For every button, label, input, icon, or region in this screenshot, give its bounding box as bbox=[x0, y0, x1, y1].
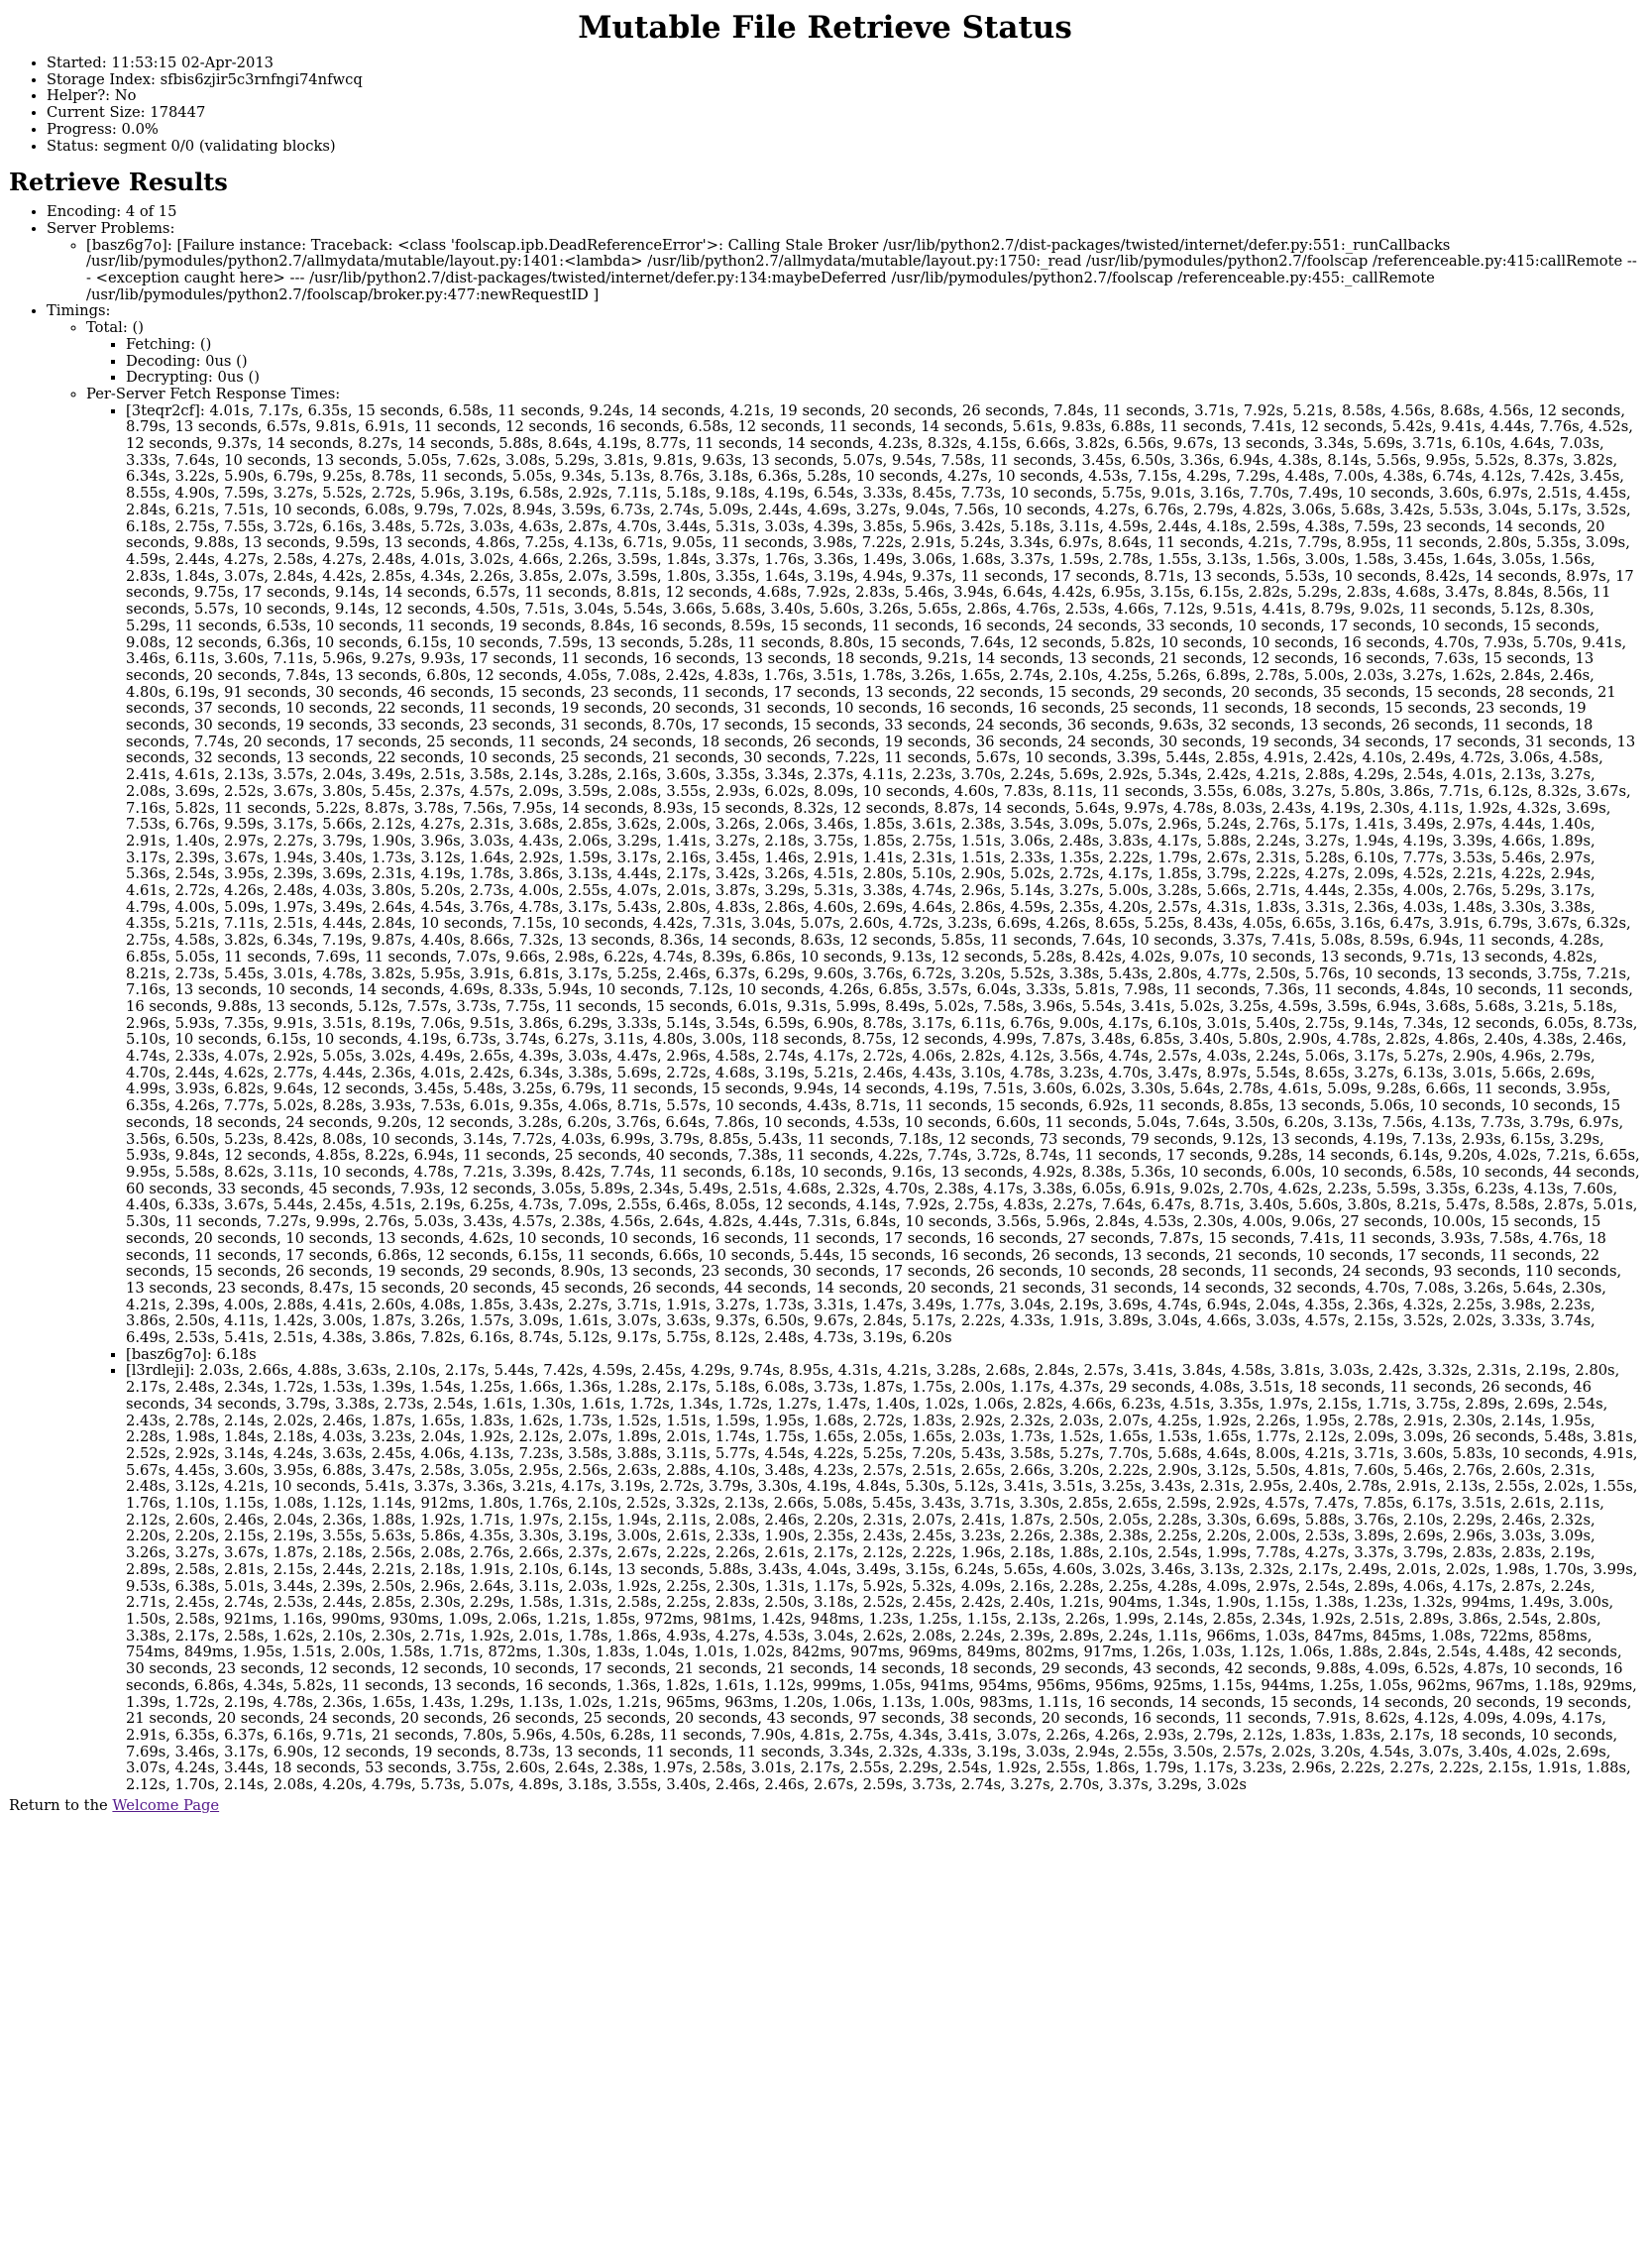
footer bbox=[9, 1798, 1641, 1815]
server-problems-list bbox=[47, 238, 1641, 304]
timings-list bbox=[47, 320, 1641, 1794]
page-title: Mutable File Retrieve Status bbox=[578, 10, 1072, 46]
helper-item: • Helper?: No bbox=[47, 88, 1641, 105]
welcome-page-link[interactable]: Welcome Page bbox=[112, 1796, 220, 1814]
status-item: • Status: segment 0/0 (validating blocks) bbox=[47, 139, 1641, 156]
footer-prefix: Return to the bbox=[9, 1796, 113, 1814]
per-server-item bbox=[86, 387, 1641, 1794]
retrieve-results-heading: Retrieve Results bbox=[9, 168, 228, 197]
total-item bbox=[86, 320, 1641, 387]
storage-index-item: • Storage Index: sfbis6zjir5c3rnfngi74nfwcq bbox=[47, 72, 1641, 89]
decrypting-item: ▪ Decrypting: 0us () bbox=[126, 370, 1641, 387]
server-times-3teqr2cf: ▪ [3teqr2cf]: 4.01s, 7.17s, 6.35s, 15 seconds, 6.58s, 11 seconds, 9.24s, 14 seconds, 4.21s, 19 seconds, 20 seconds, 26 seconds, 7.84s, 11 seconds, 3.71s, 7.92s, 5.21s, 8.58s, 4.56s, 8.68s, 4.56s, 12 seconds, 8.79s, 13 seconds, 6.57s, 9.81s, 6.91s, 11 seconds, 12 seconds, 16 seconds, 6.58s, 12 seconds, 11 seconds, 14 seconds, 5.61s, 9.83s, 6.88s, 11 seconds, 7.41s, 12 seconds, 5.42s, 9.41s, 4.44s, 7.76s, 4.52s, 12 seconds, 9.37s, 14 seconds, 8.27s, 14 seconds, 5.88s, 8.64s, 4.19s, 8.77s, 11 seconds, 14 seconds, 4.23s, 8.32s, 4.15s, 6.66s, 3.82s, 6.56s, 9.67s, 13 seconds, 3.34s, 5.69s, 3.71s, 6.10s, 4.64s, 7.03s, 3.33s, 7.64s, 10 seconds, 13 seconds, 5.05s, 7.62s, 3.08s, 5.29s, 3.81s, 9.81s, 9.63s, 13 seconds, 5.07s, 9.54s, 7.58s, 11 seconds, 3.45s, 6.50s, 3.36s, 6.94s, 4.38s, 8.14s, 5.56s, 9.95s, 5.52s, 8.37s, 3.82s, 6.34s, 3.22s, 5.90s, 6.79s, 9.25s, 8.78s, 11 seconds, 5.05s, 9.34s, 5.13s, 8.76s, 3.18s, 6.36s, 5.28s, 10 seconds, 4.27s, 10 seconds, 4.53s, 7.15s, 4.29s, 7.29s, 4.48s, 7.00s, 4.38s, 6.74s, 4.12s, 7.42s, 3.45s, 8.55s, 4.90s, 7.59s, 3.27s, 5.52s, 2.72s, 5.96s, 3.19s, 6.58s, 2.92s, 7.11s, 5.18s, 9.18s, 4.19s, 6.54s, 3.33s, 8.45s, 7.73s, 10 seconds, 5.75s, 9.01s, 3.16s, 7.70s, 7.49s, 10 seconds, 3.60s, 6.97s, 2.51s, 4.45s, 2.84s, 6.21s, 7.51s, 10 seconds, 6.08s, 9.79s, 7.02s, 8.94s, 3.59s, 6.73s, 2.74s, 5.09s, 2.44s, 4.69s, 3.27s, 9.04s, 7.56s, 10 seconds, 4.27s, 6.76s, 2.79s, 4.82s, 3.06s, 5.68s, 3.42s, 5.53s, 3.04s, 5.17s, 3.52s, 6.18s, 2.75s, 7.55s, 3.72s, 6.16s, 3.48s, 5.72s, 3.03s, 4.63s, 2.87s, 4.70s, 3.44s, 5.31s, 3.03s, 4.39s, 3.85s, 5.96s, 3.42s, 5.18s, 3.11s, 4.59s, 2.44s, 4.18s, 2.59s, 4.38s, 7.59s, 23 seconds, 14 seconds, 20 seconds, 9.88s, 13 seconds, 9.59s, 13 seconds, 4.86s, 7.25s, 4.13s, 6.71s, 9.05s, 11 seconds, 3.98s, 7.22s, 2.91s, 5.24s, 3.34s, 6.97s, 8.64s, 11 seconds, 4.21s, 7.79s, 8.95s, 11 seconds, 2.80s, 5.35s, 3.09s, 4.59s, 2.44s, 4.27s, 2.58s, 4.27s, 2.48s, 4.01s, 3.02s, 4.66s, 2.26s, 3.59s, 1.84s, 3.37s, 1.76s, 3.36s, 1.49s, 3.06s, 1.68s, 3.37s, 1.59s, 2.78s, 1.55s, 3.13s, 1.56s, 3.00s, 1.58s, 3.45s, 1.64s, 3.05s, 1.56s, 2.83s, 1.84s, 3.07s, 2.84s, 4.42s, 2.85s, 4.34s, 2.26s, 3.85s, 2.07s, 3.59s, 1.80s, 3.35s, 1.64s, 3.19s, 4.94s, 9.37s, 11 seconds, 17 seconds, 8.71s, 13 seconds, 5.53s, 10 seconds, 8.42s, 14 seconds, 8.97s, 17 seconds, 9.75s, 17 seconds, 9.14s, 14 seconds, 6.57s, 11 seconds, 8.81s, 12 seconds, 4.68s, 7.92s, 2.83s, 5.46s, 3.94s, 6.64s, 4.42s, 6.95s, 3.15s, 6.15s, 2.82s, 5.29s, 2.83s, 4.68s, 3.47s, 8.84s, 8.56s, 11 seconds, 5.57s, 10 seconds, 9.14s, 12 seconds, 4.50s, 7.51s, 3.04s, 5.54s, 3.66s, 5.68s, 3.40s, 5.60s, 3.26s, 5.65s, 2.86s, 4.76s, 2.53s, 4.66s, 7.12s, 9.51s, 4.41s, 8.79s, 9.02s, 11 seconds, 5.12s, 8.30s, 5.29s, 11 seconds, 6.53s, 10 seconds, 11 seconds, 19 seconds, 8.84s, 16 seconds, 8.59s, 15 seconds, 11 seconds, 16 seconds, 24 seconds, 33 seconds, 10 seconds, 17 seconds, 10 seconds, 15 seconds, 9.08s, 12 seconds, 6.36s, 10 seconds, 6.15s, 10 seconds, 7.59s, 13 seconds, 5.28s, 11 seconds, 8.80s, 15 seconds, 7.64s, 12 seconds, 5.82s, 10 seconds, 10 seconds, 16 seconds, 4.70s, 7.93s, 5.70s, 9.41s, 3.46s, 6.11s, 3.60s, 7.11s, 5.96s, 9.27s, 9.93s, 17 seconds, 11 seconds, 16 seconds, 13 seconds, 18 seconds, 9.21s, 14 seconds, 13 seconds, 21 seconds, 12 seconds, 16 seconds, 7.63s, 15 seconds, 13 seconds, 20 seconds, 7.84s, 13 seconds, 6.80s, 12 seconds, 4.05s, 7.08s, 2.42s, 4.83s, 1.76s, 3.51s, 1.78s, 3.26s, 1.65s, 2.74s, 2.10s, 4.25s, 5.26s, 6.89s, 2.78s, 5.00s, 2.03s, 3.27s, 1.62s, 2.84s, 2.46s, 4.80s, 6.19s, 91 seconds, 30 seconds, 46 seconds, 15 seconds, 23 seconds, 11 seconds, 17 seconds, 13 seconds, 22 seconds, 15 seconds, 29 seconds, 20 seconds, 35 seconds, 15 seconds, 28 seconds, 21 seconds, 37 seconds, 10 seconds, 22 seconds, 11 seconds, 19 seconds, 20 seconds, 31 seconds, 10 seconds, 16 seconds, 16 seconds, 25 seconds, 11 seconds, 18 seconds, 15 seconds, 23 seconds, 19 seconds, 30 seconds, 19 seconds, 33 seconds, 23 seconds, 31 seconds, 8.70s, 17 seconds, 15 seconds, 33 seconds, 24 seconds, 36 seconds, 9.63s, 32 seconds, 13 seconds, 26 seconds, 11 seconds, 18 seconds, 7.74s, 20 seconds, 17 seconds, 25 seconds, 11 seconds, 24 seconds, 18 seconds, 26 seconds, 19 seconds, 36 seconds, 24 seconds, 30 seconds, 19 seconds, 34 seconds, 17 seconds, 31 seconds, 13 seconds, 32 seconds, 13 seconds, 22 seconds, 10 seconds, 25 seconds, 21 seconds, 30 seconds, 7.22s, 11 seconds, 5.67s, 10 seconds, 3.39s, 5.44s, 2.85s, 4.91s, 2.42s, 4.10s, 2.49s, 4.72s, 3.06s, 4.58s, 2.41s, 4.61s, 2.13s, 3.57s, 2.04s, 3.49s, 2.51s, 3.58s, 2.14s, 3.28s, 2.16s, 3.60s, 3.35s, 3.34s, 2.37s, 4.11s, 2.23s, 3.70s, 2.24s, 5.69s, 2.92s, 5.34s, 2.42s, 4.21s, 2.88s, 4.29s, 2.54s, 4.01s, 2.13s, 3.27s, 2.08s, 3.69s, 2.52s, 3.67s, 3.80s, 5.45s, 2.37s, 4.57s, 2.09s, 3.59s, 2.08s, 3.55s, 2.93s, 6.02s, 8.09s, 10 seconds, 4.60s, 7.83s, 8.11s, 11 seconds, 3.55s, 6.08s, 3.27s, 5.80s, 3.86s, 7.71s, 6.12s, 8.32s, 3.67s, 7.16s, 5.82s, 11 seconds, 5.22s, 8.87s, 3.78s, 7.56s, 7.95s, 14 seconds, 8.93s, 15 seconds, 8.32s, 12 seconds, 8.87s, 14 seconds, 5.64s, 9.97s, 4.78s, 8.03s, 2.43s, 4.19s, 2.30s, 4.11s, 1.92s, 4.32s, 3.69s, 7.53s, 6.76s, 9.59s, 3.17s, 5.66s, 2.12s, 4.27s, 2.31s, 3.68s, 2.85s, 3.62s, 2.00s, 3.26s, 2.06s, 3.46s, 1.85s, 3.61s, 2.38s, 3.54s, 3.09s, 5.07s, 2.96s, 5.24s, 2.76s, 5.17s, 1.41s, 3.49s, 2.97s, 4.44s, 1.40s, 2.91s, 1.40s, 2.97s, 2.27s, 3.79s, 1.90s, 3.96s, 3.03s, 4.43s, 2.06s, 3.29s, 1.41s, 3.27s, 2.18s, 3.75s, 1.85s, 2.75s, 1.51s, 3.06s, 2.48s, 3.83s, 4.17s, 5.88s, 2.24s, 3.27s, 1.94s, 4.19s, 3.39s, 4.66s, 1.89s, 3.17s, 2.39s, 3.67s, 1.94s, 3.40s, 1.73s, 3.12s, 1.64s, 2.92s, 1.59s, 3.17s, 2.16s, 3.45s, 1.46s, 2.91s, 1.41s, 2.31s, 1.51s, 2.33s, 1.35s, 2.22s, 1.79s, 2.67s, 2.31s, 5.28s, 6.10s, 7.77s, 3.53s, 5.46s, 2.97s, 5.36s, 2.54s, 3.95s, 2.39s, 3.69s, 2.31s, 4.19s, 1.78s, 3.86s, 3.13s, 4.44s, 2.17s, 3.42s, 3.26s, 4.51s, 2.80s, 5.10s, 2.90s, 5.02s, 2.72s, 4.17s, 1.85s, 3.79s, 2.22s, 4.27s, 2.09s, 4.52s, 2.21s, 4.22s, 2.94s, 4.61s, 2.72s, 4.26s, 2.48s, 4.03s, 3.80s, 5.20s, 2.73s, 4.00s, 2.55s, 4.07s, 2.01s, 3.87s, 3.29s, 5.31s, 3.38s, 4.74s, 2.96s, 5.14s, 3.27s, 5.00s, 3.28s, 5.66s, 2.71s, 4.44s, 2.35s, 4.00s, 2.76s, 5.29s, 3.17s, 4.79s, 4.00s, 5.09s, 1.97s, 3.49s, 2.64s, 4.54s, 3.76s, 4.78s, 3.17s, 5.43s, 2.80s, 4.83s, 2.86s, 4.60s, 2.69s, 4.64s, 2.86s, 4.59s, 2.35s, 4.20s, 2.57s, 4.31s, 1.83s, 3.31s, 2.36s, 4.03s, 1.48s, 3.30s, 3.38s, 4.35s, 5.21s, 7.11s, 2.51s, 4.44s, 2.84s, 10 seconds, 7.15s, 10 seconds, 4.42s, 7.31s, 3.04s, 5.07s, 2.60s, 4.72s, 3.23s, 6.69s, 4.26s, 8.65s, 5.25s, 8.43s, 4.05s, 6.65s, 3.16s, 6.47s, 3.91s, 6.79s, 3.67s, 6.32s, 2.75s, 4.58s, 3.82s, 6.34s, 7.19s, 9.87s, 4.40s, 8.66s, 7.32s, 13 seconds, 8.36s, 14 seconds, 8.63s, 12 seconds, 5.85s, 11 seconds, 7.64s, 10 seconds, 3.37s, 7.41s, 5.08s, 8.59s, 6.94s, 11 seconds, 4.28s, 6.85s, 5.05s, 11 seconds, 7.69s, 11 seconds, 7.07s, 9.66s, 2.98s, 6.22s, 4.74s, 8.39s, 6.86s, 10 seconds, 9.13s, 12 seconds, 5.28s, 8.42s, 4.02s, 9.07s, 10 seconds, 13 seconds, 9.71s, 13 seconds, 4.82s, 8.21s, 2.73s, 5.45s, 3.01s, 4.78s, 3.82s, 5.95s, 3.91s, 6.81s, 3.17s, 5.25s, 2.46s, 6.37s, 6.29s, 9.60s, 3.76s, 6.72s, 3.20s, 5.52s, 3.38s, 5.43s, 2.80s, 4.77s, 2.50s, 5.76s, 10 seconds, 13 seconds, 3.75s, 7.21s, 7.16s, 13 seconds, 10 seconds, 14 seconds, 4.69s, 8.33s, 5.94s, 10 seconds, 7.12s, 10 seconds, 4.26s, 6.85s, 3.57s, 6.04s, 3.33s, 5.81s, 7.98s, 11 seconds, 7.36s, 11 seconds, 4.84s, 10 seconds, 11 seconds, 16 seconds, 9.88s, 13 seconds, 5.12s, 7.57s, 3.73s, 7.75s, 11 seconds, 15 seconds, 6.01s, 9.31s, 5.99s, 8.49s, 5.02s, 7.58s, 3.96s, 5.54s, 3.41s, 5.02s, 3.25s, 4.59s, 3.59s, 6.94s, 3.68s, 5.68s, 3.21s, 5.18s, 2.96s, 5.93s, 7.35s, 9.91s, 3.51s, 8.19s, 7.06s, 9.51s, 3.86s, 6.29s, 3.33s, 5.14s, 3.54s, 6.59s, 6.90s, 8.78s, 3.17s, 6.11s, 6.76s, 9.00s, 4.17s, 6.10s, 3.01s, 5.40s, 2.75s, 9.14s, 7.34s, 12 seconds, 6.05s, 8.73s, 5.10s, 10 seconds, 6.15s, 10 seconds, 4.19s, 6.73s, 3.74s, 6.27s, 3.11s, 4.80s, 3.00s, 118 seconds, 8.75s, 12 seconds, 4.99s, 7.87s, 3.48s, 6.85s, 3.40s, 5.80s, 2.90s, 4.78s, 2.82s, 4.86s, 2.40s, 4.38s, 2.46s, 4.74s, 2.33s, 4.07s, 2.92s, 5.05s, 3.02s, 4.49s, 2.65s, 4.39s, 3.03s, 4.47s, 2.96s, 4.58s, 2.74s, 4.17s, 2.72s, 4.06s, 2.82s, 4.12s, 3.56s, 4.74s, 2.57s, 4.03s, 2.24s, 5.06s, 3.17s, 5.27s, 2.90s, 4.96s, 2.79s, 4.70s, 2.44s, 4.62s, 2.77s, 4.44s, 2.36s, 4.01s, 2.42s, 6.34s, 3.38s, 5.69s, 2.72s, 4.68s, 3.19s, 5.21s, 2.46s, 4.43s, 3.10s, 4.78s, 3.23s, 4.70s, 3.47s, 8.97s, 5.54s, 8.65s, 3.27s, 6.13s, 3.01s, 5.66s, 2.69s, 4.99s, 3.93s, 6.82s, 9.64s, 12 seconds, 3.45s, 5.48s, 3.25s, 6.79s, 11 seconds, 15 seconds, 9.94s, 14 seconds, 4.19s, 7.51s, 3.60s, 6.02s, 3.30s, 5.64s, 2.78s, 4.61s, 5.09s, 9.28s, 6.66s, 11 seconds, 3.95s, 6.35s, 4.26s, 7.77s, 5.02s, 8.28s, 3.93s, 7.53s, 6.01s, 9.35s, 4.06s, 8.71s, 5.57s, 10 seconds, 4.43s, 8.71s, 11 seconds, 15 seconds, 6.92s, 11 seconds, 8.85s, 13 seconds, 5.06s, 10 seconds, 10 seconds, 15 seconds, 18 seconds, 24 seconds, 9.20s, 12 seconds, 3.28s, 6.20s, 3.76s, 6.64s, 7.86s, 10 seconds, 4.53s, 10 seconds, 6.60s, 11 seconds, 5.04s, 7.64s, 3.50s, 6.20s, 3.13s, 7.56s, 4.13s, 7.73s, 3.79s, 6.97s, 3.56s, 6.50s, 5.23s, 8.42s, 8.08s, 10 seconds, 3.14s, 7.72s, 4.03s, 6.99s, 3.79s, 8.85s, 5.43s, 11 seconds, 7.18s, 12 seconds, 73 seconds, 79 seconds, 9.12s, 13 seconds, 4.19s, 7.13s, 2.93s, 6.15s, 3.29s, 5.93s, 9.84s, 12 seconds, 4.85s, 8.22s, 6.94s, 11 seconds, 25 seconds, 40 seconds, 7.38s, 11 seconds, 4.22s, 7.74s, 3.72s, 8.74s, 11 seconds, 17 seconds, 9.28s, 14 seconds, 6.14s, 9.20s, 4.02s, 7.21s, 6.65s, 9.95s, 5.58s, 8.62s, 3.11s, 10 seconds, 4.78s, 7.21s, 3.39s, 8.42s, 7.74s, 11 seconds, 6.18s, 10 seconds, 9.16s, 13 seconds, 4.92s, 8.38s, 5.36s, 10 seconds, 6.00s, 10 seconds, 6.58s, 10 seconds, 44 seconds, 60 seconds, 33 seconds, 45 seconds, 7.93s, 12 seconds, 3.05s, 5.89s, 2.34s, 5.49s, 2.51s, 4.68s, 2.32s, 4.70s, 2.38s, 4.17s, 3.38s, 6.05s, 6.91s, 9.02s, 2.70s, 4.62s, 2.23s, 5.59s, 3.35s, 6.23s, 4.13s, 7.60s, 4.40s, 6.33s, 3.67s, 5.44s, 2.45s, 4.51s, 2.19s, 6.25s, 4.73s, 7.09s, 2.55s, 6.46s, 8.05s, 12 seconds, 4.14s, 7.92s, 2.75s, 4.83s, 2.27s, 7.64s, 6.47s, 8.71s, 3.40s, 5.60s, 3.80s, 8.21s, 5.47s, 8.58s, 2.87s, 5.01s, 5.30s, 11 seconds, 7.27s, 9.99s, 2.76s, 5.03s, 3.43s, 4.57s, 2.38s, 4.56s, 2.64s, 4.82s, 4.44s, 7.31s, 6.84s, 10 seconds, 3.56s, 5.96s, 2.84s, 4.53s, 2.30s, 4.00s, 9.06s, 27 seconds, 10.00s, 15 seconds, 15 seconds, 20 seconds, 10 seconds, 13 seconds, 4.62s, 10 seconds, 10 seconds, 16 seconds, 11 seconds, 17 seconds, 16 seconds, 27 seconds, 7.87s, 15 seconds, 7.41s, 11 seconds, 3.93s, 7.58s, 4.76s, 18 seconds, 11 seconds, 17 seconds, 6.86s, 12 seconds, 6.15s, 11 seconds, 6.66s, 10 seconds, 5.44s, 15 seconds, 16 seconds, 26 seconds, 13 seconds, 21 seconds, 10 seconds, 17 seconds, 11 seconds, 22 seconds, 15 seconds, 26 seconds, 19 seconds, 29 seconds, 8.90s, 13 seconds, 23 seconds, 30 seconds, 17 seconds, 26 seconds, 10 seconds, 28 seconds, 11 seconds, 24 seconds, 93 seconds, 110 seconds, 13 seconds, 23 seconds, 8.47s, 15 seconds, 20 seconds, 45 seconds, 26 seconds, 44 seconds, 14 seconds, 20 seconds, 21 seconds, 31 seconds, 14 seconds, 32 seconds, 4.70s, 7.08s, 3.26s, 5.64s, 2.30s, 4.21s, 2.39s, 4.00s, 2.88s, 4.41s, 2.60s, 4.08s, 1.85s, 3.43s, 2.27s, 3.71s, 1.91s, 3.27s, 1.73s, 3.31s, 1.47s, 3.49s, 1.77s, 3.04s, 2.19s, 3.69s, 4.74s, 6.94s, 2.04s, 4.35s, 2.36s, 4.32s, 2.25s, 3.98s, 2.23s, 3.86s, 2.50s, 4.11s, 1.42s, 3.00s, 1.87s, 3.26s, 1.57s, 3.09s, 1.61s, 3.07s, 3.63s, 9.37s, 6.50s, 9.67s, 2.84s, 5.17s, 2.22s, 4.33s, 1.91s, 3.89s, 3.04s, 4.66s, 3.03s, 4.57s, 2.15s, 3.52s, 2.02s, 3.33s, 3.74s, 6.49s, 2.53s, 5.41s, 2.51s, 4.38s, 3.86s, 7.82s, 6.16s, 8.74s, 5.12s, 9.17s, 5.75s, 8.12s, 2.48s, 4.73s, 3.19s, 6.20s bbox=[126, 403, 1641, 1347]
progress-item: • Progress: 0.0% bbox=[47, 122, 1641, 139]
status-list bbox=[9, 56, 1641, 155]
server-times-l3rdleji: ▪ [l3rdleji]: 2.03s, 2.66s, 4.88s, 3.63s, 2.10s, 2.17s, 5.44s, 7.42s, 4.59s, 2.45s, 4.29s, 9.74s, 8.95s, 4.31s, 4.21s, 3.28s, 2.68s, 2.84s, 2.57s, 3.41s, 3.84s, 4.58s, 3.81s, 3.03s, 2.42s, 3.32s, 2.31s, 2.19s, 2.80s, 2.17s, 2.48s, 2.34s, 1.72s, 1.53s, 1.39s, 1.54s, 1.25s, 1.66s, 1.36s, 1.28s, 2.17s, 5.18s, 6.08s, 3.73s, 1.87s, 1.75s, 2.00s, 1.17s, 4.37s, 29 seconds, 4.08s, 3.51s, 18 seconds, 11 seconds, 26 seconds, 46 seconds, 34 seconds, 3.79s, 3.38s, 2.73s, 2.54s, 1.61s, 1.30s, 1.61s, 1.72s, 1.34s, 1.72s, 1.27s, 1.47s, 1.40s, 1.02s, 1.06s, 2.82s, 4.66s, 6.23s, 4.51s, 3.35s, 1.97s, 2.15s, 1.71s, 3.75s, 2.89s, 2.69s, 2.54s, 2.43s, 2.78s, 2.14s, 2.02s, 2.46s, 1.87s, 1.65s, 1.83s, 1.62s, 1.73s, 1.52s, 1.51s, 1.59s, 1.95s, 1.68s, 2.72s, 1.83s, 2.92s, 2.32s, 2.03s, 2.07s, 4.25s, 1.92s, 2.26s, 1.95s, 2.78s, 2.91s, 2.30s, 2.14s, 1.95s, 2.28s, 1.98s, 1.84s, 2.18s, 4.03s, 3.23s, 2.04s, 1.92s, 2.12s, 2.07s, 1.89s, 2.01s, 1.74s, 1.75s, 1.65s, 2.05s, 1.65s, 2.03s, 1.73s, 1.52s, 1.65s, 1.53s, 1.65s, 1.77s, 2.12s, 2.09s, 3.09s, 26 seconds, 5.48s, 3.81s, 2.52s, 2.92s, 3.14s, 4.24s, 3.63s, 2.45s, 4.06s, 4.13s, 7.23s, 3.58s, 3.88s, 3.11s, 5.77s, 4.54s, 4.22s, 5.25s, 7.20s, 5.43s, 3.58s, 5.27s, 7.70s, 5.68s, 4.64s, 8.00s, 4.21s, 3.71s, 3.60s, 5.83s, 10 seconds, 4.91s, 5.67s, 4.45s, 3.60s, 3.95s, 6.88s, 3.47s, 2.58s, 3.05s, 2.95s, 2.56s, 2.63s, 2.88s, 4.10s, 3.48s, 4.23s, 2.57s, 2.51s, 2.65s, 2.66s, 3.20s, 2.22s, 2.90s, 3.12s, 5.50s, 4.81s, 7.60s, 5.46s, 2.76s, 2.60s, 2.31s, 2.48s, 3.12s, 4.21s, 10 seconds, 5.41s, 3.37s, 3.36s, 3.21s, 4.17s, 3.19s, 2.72s, 3.79s, 3.30s, 4.19s, 4.84s, 5.30s, 5.12s, 3.41s, 3.51s, 3.25s, 3.43s, 2.31s, 2.95s, 2.40s, 2.78s, 2.91s, 2.13s, 2.55s, 2.02s, 1.55s, 1.76s, 1.10s, 1.15s, 1.08s, 1.12s, 1.14s, 912ms, 1.80s, 1.76s, 2.10s, 2.52s, 3.32s, 2.13s, 2.66s, 5.08s, 5.45s, 3.43s, 3.71s, 3.30s, 2.85s, 2.65s, 2.59s, 2.92s, 4.57s, 7.47s, 7.85s, 6.17s, 3.51s, 2.61s, 2.11s, 2.12s, 2.60s, 2.46s, 2.04s, 2.36s, 1.88s, 1.92s, 1.71s, 1.97s, 2.15s, 1.94s, 2.11s, 2.08s, 2.46s, 2.20s, 2.31s, 2.07s, 2.41s, 1.87s, 2.50s, 2.05s, 2.28s, 3.30s, 6.69s, 5.88s, 3.76s, 2.10s, 2.29s, 2.46s, 2.32s, 2.20s, 2.20s, 2.15s, 2.19s, 3.55s, 5.63s, 5.86s, 4.35s, 3.30s, 3.19s, 3.00s, 2.61s, 2.33s, 1.90s, 2.35s, 2.43s, 2.45s, 3.23s, 2.26s, 2.38s, 2.38s, 2.25s, 2.20s, 2.00s, 2.53s, 3.89s, 2.69s, 2.96s, 3.03s, 3.09s, 3.26s, 3.27s, 3.67s, 1.87s, 2.18s, 2.56s, 2.08s, 2.76s, 2.66s, 2.37s, 2.67s, 2.22s, 2.26s, 2.61s, 2.17s, 2.12s, 2.22s, 1.96s, 2.18s, 1.88s, 2.10s, 2.54s, 1.99s, 7.78s, 4.27s, 3.37s, 3.79s, 2.83s, 2.83s, 2.19s, 2.89s, 2.58s, 2.81s, 2.15s, 2.44s, 2.21s, 2.18s, 1.91s, 2.10s, 6.14s, 13 seconds, 5.88s, 3.43s, 4.04s, 3.49s, 3.15s, 6.24s, 5.65s, 4.60s, 3.02s, 3.46s, 3.13s, 2.32s, 2.17s, 2.49s, 2.01s, 2.02s, 1.98s, 1.70s, 3.99s, 9.53s, 6.38s, 5.01s, 3.44s, 2.39s, 2.50s, 2.96s, 2.64s, 3.11s, 2.03s, 1.92s, 2.25s, 2.30s, 1.31s, 1.17s, 5.92s, 5.32s, 4.09s, 2.16s, 2.28s, 2.25s, 4.28s, 4.09s, 2.97s, 2.54s, 2.89s, 4.06s, 4.17s, 2.87s, 2.24s, 2.71s, 2.45s, 2.74s, 2.53s, 2.44s, 2.85s, 2.30s, 2.29s, 1.58s, 1.31s, 2.58s, 2.25s, 2.83s, 2.50s, 3.18s, 2.52s, 2.45s, 2.42s, 2.40s, 1.21s, 904ms, 1.34s, 1.90s, 1.15s, 1.38s, 1.23s, 1.32s, 994ms, 1.49s, 3.00s, 1.50s, 2.58s, 921ms, 1.16s, 990ms, 930ms, 1.09s, 2.06s, 1.21s, 1.85s, 972ms, 981ms, 1.42s, 948ms, 1.23s, 1.25s, 1.15s, 2.13s, 2.26s, 1.99s, 2.14s, 2.85s, 2.34s, 1.92s, 2.51s, 2.89s, 3.86s, 2.54s, 2.80s, 3.38s, 2.17s, 2.58s, 1.62s, 2.10s, 2.30s, 2.71s, 1.92s, 2.01s, 1.78s, 1.86s, 4.93s, 4.27s, 4.53s, 3.04s, 2.62s, 2.08s, 2.24s, 2.39s, 2.89s, 2.24s, 1.11s, 966ms, 1.03s, 847ms, 845ms, 1.08s, 722ms, 858ms, 754ms, 849ms, 1.95s, 1.51s, 2.00s, 1.58s, 1.71s, 872ms, 1.30s, 1.83s, 1.04s, 1.01s, 1.02s, 842ms, 907ms, 969ms, 849ms, 802ms, 917ms, 1.26s, 1.03s, 1.12s, 1.06s, 1.88s, 2.84s, 2.54s, 4.48s, 42 seconds, 30 seconds, 23 seconds, 12 seconds, 12 seconds, 10 seconds, 17 seconds, 21 seconds, 21 seconds, 14 seconds, 18 seconds, 29 seconds, 43 seconds, 42 seconds, 9.88s, 4.09s, 6.52s, 4.87s, 10 seconds, 16 seconds, 6.86s, 4.34s, 5.82s, 11 seconds, 13 seconds, 16 seconds, 1.36s, 1.82s, 1.61s, 1.12s, 999ms, 1.05s, 941ms, 954ms, 956ms, 956ms, 925ms, 1.15s, 944ms, 1.25s, 1.05s, 962ms, 967ms, 1.18s, 929ms, 1.39s, 1.72s, 2.19s, 4.78s, 2.36s, 1.65s, 1.43s, 1.29s, 1.13s, 1.02s, 1.21s, 965ms, 963ms, 1.20s, 1.06s, 1.13s, 1.00s, 983ms, 1.11s, 16 seconds, 14 seconds, 15 seconds, 14 seconds, 20 seconds, 19 seconds, 21 seconds, 20 seconds, 24 seconds, 20 seconds, 26 seconds, 25 seconds, 20 seconds, 43 seconds, 97 seconds, 38 seconds, 20 seconds, 16 seconds, 11 seconds, 7.91s, 8.62s, 4.12s, 4.09s, 4.09s, 4.17s, 2.91s, 6.35s, 6.37s, 6.16s, 9.71s, 21 seconds, 7.80s, 5.96s, 4.50s, 6.28s, 11 seconds, 7.90s, 4.81s, 2.75s, 4.34s, 3.41s, 3.07s, 2.26s, 4.26s, 2.93s, 2.79s, 2.12s, 1.83s, 1.83s, 2.17s, 18 seconds, 10 seconds, 7.69s, 3.46s, 3.17s, 6.90s, 12 seconds, 19 seconds, 8.73s, 13 seconds, 11 seconds, 11 seconds, 3.34s, 2.32s, 4.33s, 3.19s, 3.03s, 2.94s, 2.55s, 3.50s, 2.57s, 2.02s, 3.20s, 4.54s, 3.07s, 3.40s, 4.02s, 2.69s, 3.07s, 4.24s, 3.44s, 18 seconds, 53 seconds, 3.75s, 2.60s, 2.64s, 2.38s, 1.97s, 2.58s, 3.01s, 2.17s, 2.55s, 2.29s, 2.54s, 1.92s, 2.55s, 1.86s, 1.79s, 1.17s, 3.23s, 2.96s, 2.22s, 2.27s, 2.22s, 2.15s, 1.91s, 1.88s, 2.12s, 1.70s, 2.14s, 2.08s, 4.20s, 4.79s, 5.73s, 5.07s, 4.89s, 3.18s, 3.55s, 3.40s, 2.46s, 2.46s, 2.67s, 2.59s, 3.73s, 2.74s, 3.27s, 2.70s, 3.37s, 3.29s, 3.02s bbox=[126, 1363, 1641, 1793]
server-problem-entry: ◦ [basz6g7o]: [Failure instance: Traceback: <class 'foolscap.ipb.DeadReferenceError'>: Calling Stale Broker /usr/lib/python2.7/dist-packages/twisted/internet/defer.py:551:_runCallbacks /usr/lib/pymodules/python2.7/allmydata/mutable/layout.py:1401:<lambda> /usr/lib/python2.7/allmydata/mutable/layout.py:1750:_read /usr/lib/pymodules/python2.7/foolscap /referenceable.py:415:callRemote --- <exception caught here> --- /usr/lib/python2.7/dist-packages/twisted/internet/defer.py:134:maybeDeferred /usr/lib/pymodules/python2.7/foolscap /referenceable.py:455:_callRemote /usr/lib/pymodules/python2.7/foolscap/broker.py:477:newRequestID ] bbox=[86, 238, 1641, 304]
per-server-label: Per-Server Fetch Response Times: bbox=[86, 385, 341, 402]
timings-item bbox=[47, 303, 1641, 1793]
started-item: • Started: 11:53:15 02-Apr-2013 bbox=[47, 56, 1641, 72]
total-breakdown-list bbox=[86, 337, 1641, 387]
fetching-item: ▪ Fetching: () bbox=[126, 337, 1641, 354]
server-problems-item bbox=[47, 221, 1641, 304]
server-problems-label: Server Problems: bbox=[47, 219, 175, 237]
per-server-list bbox=[86, 403, 1641, 1794]
current-size-item: • Current Size: 178447 bbox=[47, 105, 1641, 122]
total-label: Total: () bbox=[86, 319, 144, 337]
timings-label: Timings: bbox=[47, 302, 111, 320]
results-list bbox=[9, 204, 1641, 1794]
encoding-item: • Encoding: 4 of 15 bbox=[47, 204, 1641, 221]
server-times-basz6g7o: ▪ [basz6g7o]: 6.18s bbox=[126, 1347, 1641, 1364]
decoding-item: ▪ Decoding: 0us () bbox=[126, 354, 1641, 371]
